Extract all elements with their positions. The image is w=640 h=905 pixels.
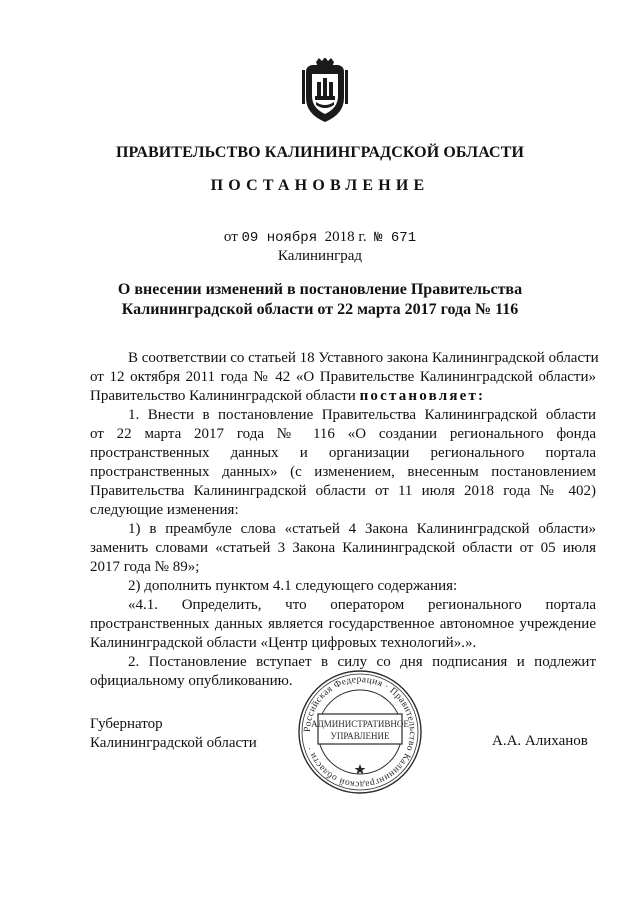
body-line [90, 387, 596, 406]
body-line: В соответствии со статьей 18 Уставного закона Калининградской области [128, 350, 599, 366]
body-line: официальному опубликованию. [90, 673, 293, 689]
document-type: ПОСТАНОВЛЕНИЕ [210, 177, 430, 194]
body-line: Правительства Калининградской области от 11 июля 2018 года № 402) [90, 483, 596, 499]
city: Калининград [277, 248, 363, 264]
document-number: № 671 [374, 230, 417, 246]
body-line: от 22 марта 2017 года № 116 «О создании регионального фонда [90, 426, 596, 442]
body-line: пространственных данных» (с изменением, внесенным постановлением [90, 464, 596, 480]
government-title: ПРАВИТЕЛЬСТВО КАЛИНИНГРАДСКОЙ ОБЛАСТИ [115, 144, 525, 161]
body-line: 1) в преамбуле слова «статьей 4 Закона Калининградской области» [128, 521, 596, 537]
date-year: 2018 г. [324, 229, 367, 245]
body-line: от 12 октября 2011 года № 42 «О Правительстве Калининградской области» [90, 369, 596, 385]
body-line: 2. Постановление вступает в силу со дня подписания и подлежит [128, 654, 596, 670]
coat-of-arms-icon [302, 58, 348, 124]
subject-line: Калининградской области от 22 марта 2017 года № 116 [121, 301, 519, 318]
stamp-ring-text: Российская Федерация · Правительство Калининградской области · [302, 674, 418, 790]
date-day-month: 09 ноября [241, 230, 318, 246]
body-line: следующие изменения: [90, 502, 239, 518]
signatory-name: А.А. Алиханов [492, 733, 588, 749]
star-icon [355, 764, 366, 774]
decree-verb: постановляет: [359, 388, 486, 404]
body-line: Калининградской области «Центр цифровых технологий».». [90, 635, 477, 651]
date-prefix: от [223, 229, 238, 245]
signatory-title-line: Губернатор [90, 716, 163, 732]
body-line: 1. Внести в постановление Правительства Калининградской области [128, 407, 596, 423]
stamp-center-line: УПРАВЛЕНИЕ [330, 731, 390, 741]
body-text: Правительство Калининградской области [90, 388, 356, 404]
body-line: «4.1. Определить, что оператором регионального портала [128, 597, 596, 613]
body-line: пространственных данных является государственное автономное учреждение [90, 616, 596, 632]
subject-heading [0, 280, 640, 320]
body-line: 2) дополнить пунктом 4.1 следующего содержания: [128, 578, 458, 594]
body-line: заменить словами «статьей 3 Закона Калининградской области от 05 июля [90, 540, 596, 556]
stamp-center-line: АДМИНИСТРАТИВНОЕ [311, 719, 409, 729]
body-line: 2017 года № 89»; [90, 559, 200, 575]
subject-line: О внесении изменений в постановление Правительства [117, 281, 523, 298]
date-number-line [0, 229, 640, 246]
signatory-title [90, 715, 257, 753]
signatory-title-line: Калининградской области [90, 735, 257, 751]
body-line: пространственных данных и организации регионального портала [90, 445, 596, 461]
official-stamp [296, 668, 424, 796]
